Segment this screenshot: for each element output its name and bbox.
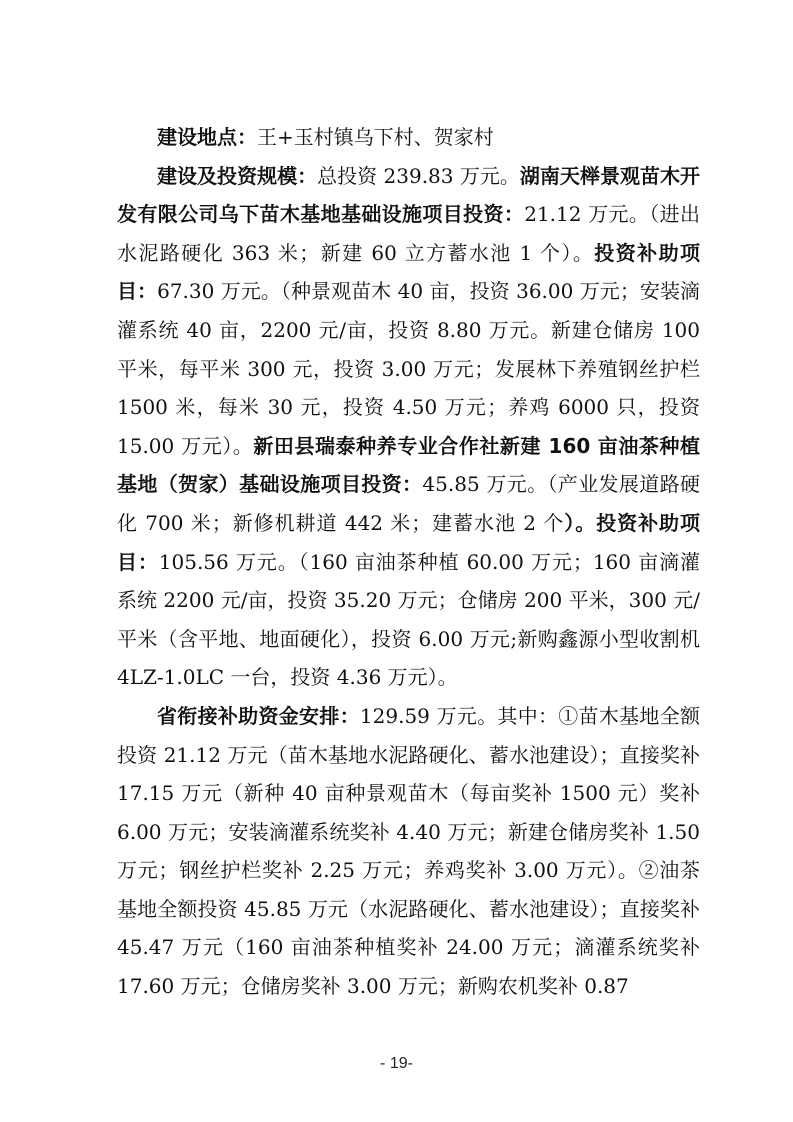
page-number: - 19-	[380, 1055, 413, 1072]
text-oil-tea-subsidy: 105.56 万元。（160 亩油茶种植 60.00 万元；160 亩滴灌系统 2200 元/亩，投资 35.20 万元；仓储房 200 平米，300 元/平米（含平地、地面硬化），投资 6.00 万元;新购鑫源小型收割机 4LZ-1.0LC 一台，投资 4.36 万元）。	[117, 549, 700, 690]
paragraph-investment-scale	[117, 157, 700, 697]
text-oil-tea-project: 45.85 万元。（产业发展道路硬化 700 米；新修机耕道 442 米；建蓄水池 2 个	[117, 472, 701, 535]
label-funding-arrangement: 省衔接补助资金安排：	[157, 703, 360, 728]
label-nursery-project: 湖南天榉景观苗木开发有限公司乌下苗木基地基础设施项目投资：	[117, 163, 701, 227]
label-oil-tea-project: 新田县瑞泰种养专业合作社新建 160 亩油茶种植基地（贺家）基础设施项目投资：	[117, 433, 700, 497]
text-nursery-subsidy: 67.30 万元。（种景观苗木 40 亩，投资 36.00 万元；安装滴灌系统 40 亩，2200 元/亩，投资 8.80 万元。新建仓储房 100 平米，每平米 300 元，投资 3.00 万元；发展林下养殖钢丝护栏 1500 米，每米 30 元，投资 4.50 万元；养鸡 6000 只，投资 15.00 万元）。	[117, 279, 701, 458]
document-body	[117, 118, 700, 1006]
text-location: 王+玉村镇乌下村、贺家村	[257, 125, 494, 149]
text-funding-arrangement: 129.59 万元。其中：①苗木基地全额投资 21.12 万元（苗木基地水泥路硬化、蓄水池建设）；直接奖补 17.15 万元（新种 40 亩种景观苗木（每亩奖补 1500 元）奖补 6.00 万元；安装滴灌系统奖补 4.40 万元；新建仓储房奖补 1.50 万元；钢丝护栏奖补 2.25 万元；养鸡奖补 3.00 万元）。②油茶基地全额投资 45.85 万元（水泥路硬化、蓄水池建设）；直接奖补 45.47 万元（160 亩油茶种植奖补 24.00 万元；滴灌系统奖补 17.60 万元；仓储房奖补 3.00 万元；新购农机奖补 0.87	[117, 703, 701, 999]
paragraph-funding-arrangement	[117, 697, 700, 1006]
label-investment-scale: 建设及投资规模：	[157, 163, 318, 188]
label-location: 建设地点：	[157, 125, 257, 149]
label-nursery-subsidy: 投资补助项目：	[117, 240, 701, 304]
label-oil-tea-subsidy: ）。投资补助项目：	[117, 510, 701, 574]
text-total-investment: 总投资 239.83 万元。	[317, 163, 520, 188]
paragraph-location	[117, 118, 700, 157]
text-nursery-project: 21.12 万元。（进出水泥路硬化 363 米；新建 60 立方蓄水池 1 个）。	[117, 202, 700, 265]
